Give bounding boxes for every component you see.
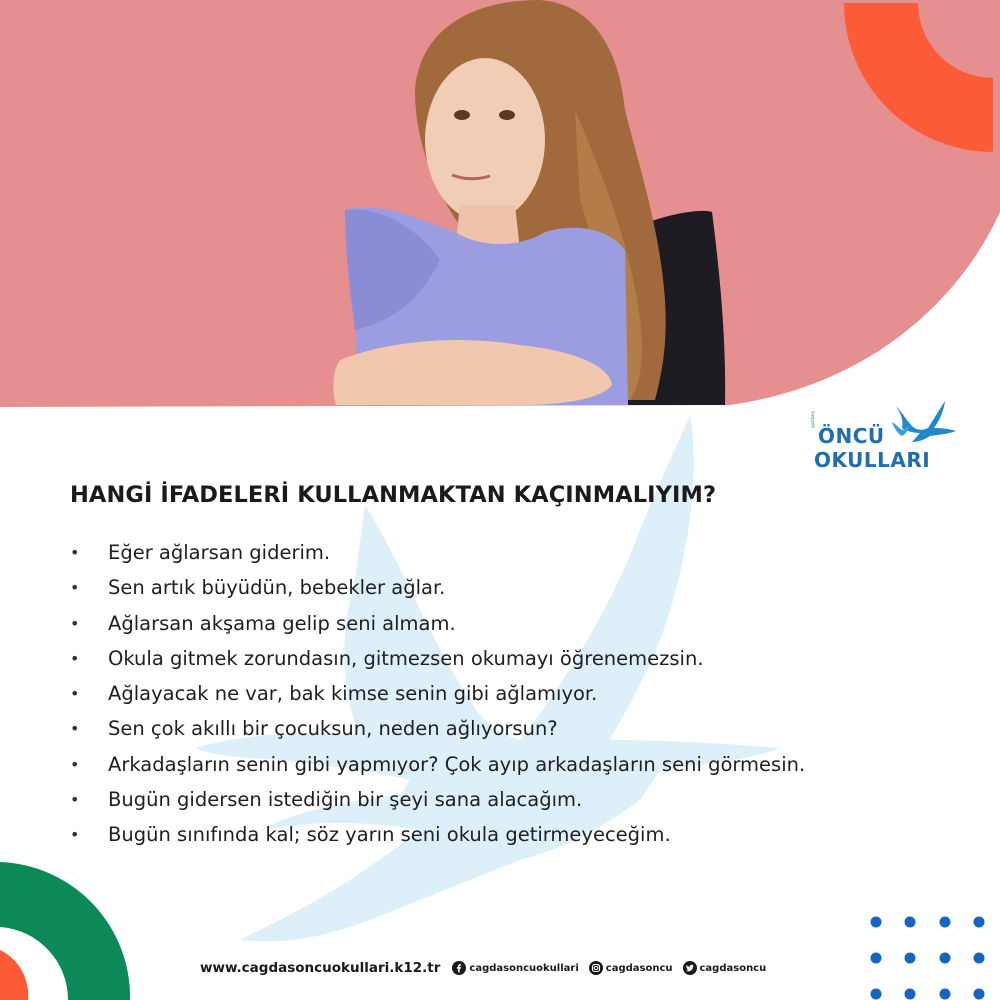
list-item-text: Arkadaşların senin gibi yapmıyor? Çok ayıp arkadaşların seni görmesin. (108, 752, 806, 776)
phrase-list (68, 535, 805, 853)
logo-line1: ÖNCÜ (818, 424, 885, 448)
brand-logo (806, 398, 966, 478)
bullet-icon: • (70, 543, 80, 562)
facebook-icon[interactable] (452, 961, 466, 975)
twitter-handle[interactable]: cagdasoncu (699, 962, 767, 974)
bullet-icon: • (70, 790, 80, 810)
instagram-icon[interactable] (589, 961, 603, 975)
list-item-text: Ağlarsan akşama gelip seni almam. (108, 611, 456, 635)
eye-left (454, 110, 470, 120)
list-item-text: Bugün gidersen istediğin bir şeyi sana alacağım. (108, 788, 583, 812)
list-item-text: Okula gitmek zorundasın, gitmezsen okumayı öğrenemezsin. (108, 646, 704, 670)
list-item (68, 570, 805, 605)
dot-grid-decoration (871, 917, 985, 1000)
list-item-text: Sen çok akıllı bir çocuksun, neden ağlıyorsun? (108, 717, 558, 741)
instagram-handle[interactable]: cagdasoncu (605, 962, 673, 974)
list-item (68, 676, 805, 711)
page-title: HANGİ İFADELERİ KULLANMAKTAN KAÇINMALIYIM? (70, 482, 717, 508)
orange-ring-bottom-decoration (0, 950, 28, 1000)
list-item (68, 817, 805, 852)
face (425, 58, 545, 222)
list-item (68, 535, 805, 570)
bullet-icon: • (70, 613, 80, 633)
bullet-icon: • (70, 578, 80, 598)
list-item-text: Bugün sınıfında kal; söz yarın seni okula getirmeyeceğim. (108, 823, 671, 847)
bullet-icon: • (70, 719, 80, 739)
swallow-birds-icon (890, 398, 960, 443)
bullet-icon: • (70, 648, 80, 668)
list-item-text: Sen artık büyüdün, bebekler ağlar. (108, 576, 446, 600)
list-item (68, 747, 805, 782)
eye-right (499, 110, 515, 120)
bullet-icon: • (70, 684, 80, 704)
list-item (68, 606, 805, 641)
logo-line2: OKULLARI (814, 448, 931, 472)
facebook-handle[interactable]: cagdasoncuokullari (469, 962, 579, 974)
logo-small-label: ÇAĞDAŞ (810, 411, 815, 428)
website-link[interactable]: www.cagdasoncuokullari.k12.tr (200, 960, 441, 976)
list-item (68, 782, 805, 817)
bullet-icon: • (70, 825, 80, 845)
list-item-text: Ağlayacak ne var, bak kimse senin gibi ağlamıyor. (108, 682, 598, 706)
list-item (68, 711, 805, 746)
list-item-text: Eğer ağlarsan giderim. (108, 541, 331, 564)
footer (200, 958, 776, 978)
bullet-icon: • (70, 754, 80, 774)
list-item (68, 641, 805, 676)
twitter-icon[interactable] (683, 961, 697, 975)
